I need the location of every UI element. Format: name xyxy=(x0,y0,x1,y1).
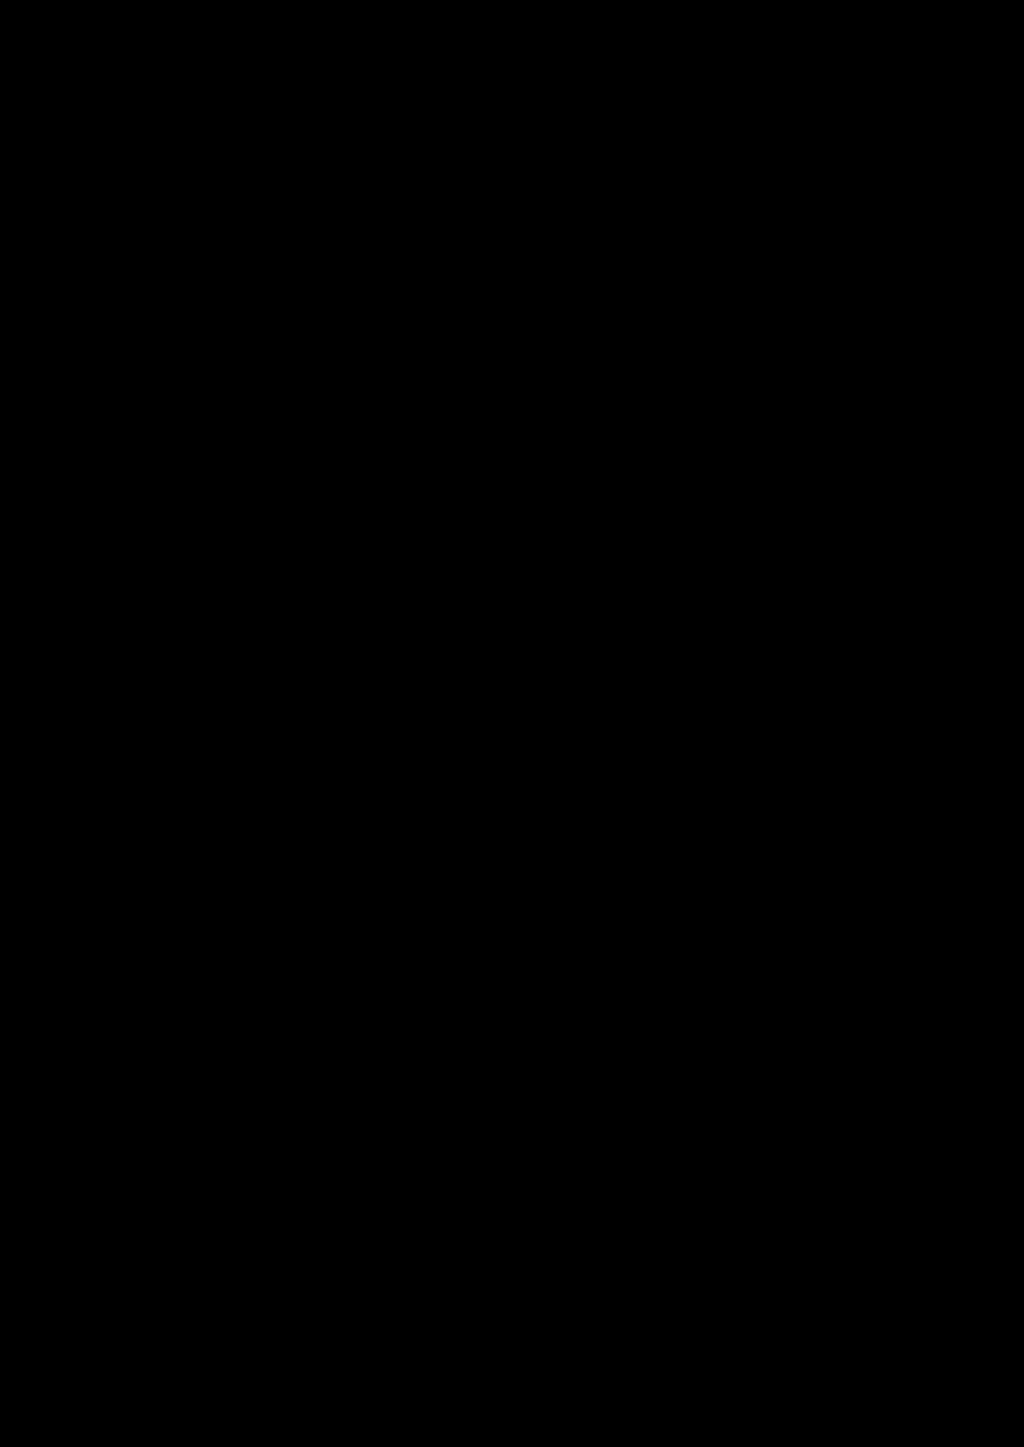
declarant-extra-dots: ........................................... xyxy=(120,609,303,628)
declarant-address-dots: ........................................... xyxy=(120,560,303,579)
signature-caption: /czytelny podpis/ xyxy=(665,1145,782,1164)
place-caption: /miejscowość/ xyxy=(547,395,645,414)
statement-line-1-caption: /imię i nazwisko/ xyxy=(396,771,507,788)
document-title: OSWIADCZENIE xyxy=(435,676,589,697)
annex-reference: do zarządzenia Wojewody Dolnośląskiego xyxy=(592,130,895,150)
statement-line-4: legitymującą(ego) się dowodem tożsamości nr ................................,pesel …........................., xyxy=(120,880,748,899)
footnote: *Niepotrzebne skreślić xyxy=(148,1202,305,1221)
statement-line-8: ................................................ xyxy=(120,1031,312,1048)
statement-line-7c: zawartej w dniu xyxy=(758,1009,876,1028)
footnote-marker: * xyxy=(449,836,455,848)
statement-line-7a: Wrocławiu xyxy=(120,1009,195,1028)
declarant-name-dots: ........................................... xyxy=(120,513,303,532)
statement-line-6: .........................................................na rzecz Dolnośląskiego Urzędu Wojewódzkiego we xyxy=(120,965,721,984)
statement-line-5: prowadzącą(ego) działalność gospodarczą pod nazwą …………………………………………… xyxy=(120,923,778,942)
statement-line-3-caption: /imię i nazwisko/ xyxy=(607,860,718,877)
signature-dots: ..................................................................... xyxy=(609,1126,903,1145)
statement-line-7b: jako zabezpieczenie wykonania Umowy nr …………./2018 xyxy=(232,1009,662,1028)
place-date-line: ......................., dnia .................... xyxy=(514,369,739,388)
statement-line-2: tożsamości nr ........................, pesel ............................., wyrażam zgodę na wystawienie xyxy=(120,791,717,810)
declarant-address-caption: /adres zamieszkania/ xyxy=(120,584,262,603)
annex-number: Załącznik nr 2 xyxy=(790,103,895,123)
statement-line-1: Ja niżej podpisany/a ....................................................... legitymujący/a się dowodem xyxy=(167,745,743,764)
declarant-name-caption: /imię i nazwisko/ xyxy=(120,539,238,558)
statement-line-3-text: weksla in blanco przez moją żonę/mojego męża xyxy=(120,836,450,855)
annex-date-placeholder: ….... ……… xyxy=(800,156,892,176)
statement-line-3 xyxy=(120,837,672,854)
statement-line-3-dots: .................................................., xyxy=(454,836,672,855)
